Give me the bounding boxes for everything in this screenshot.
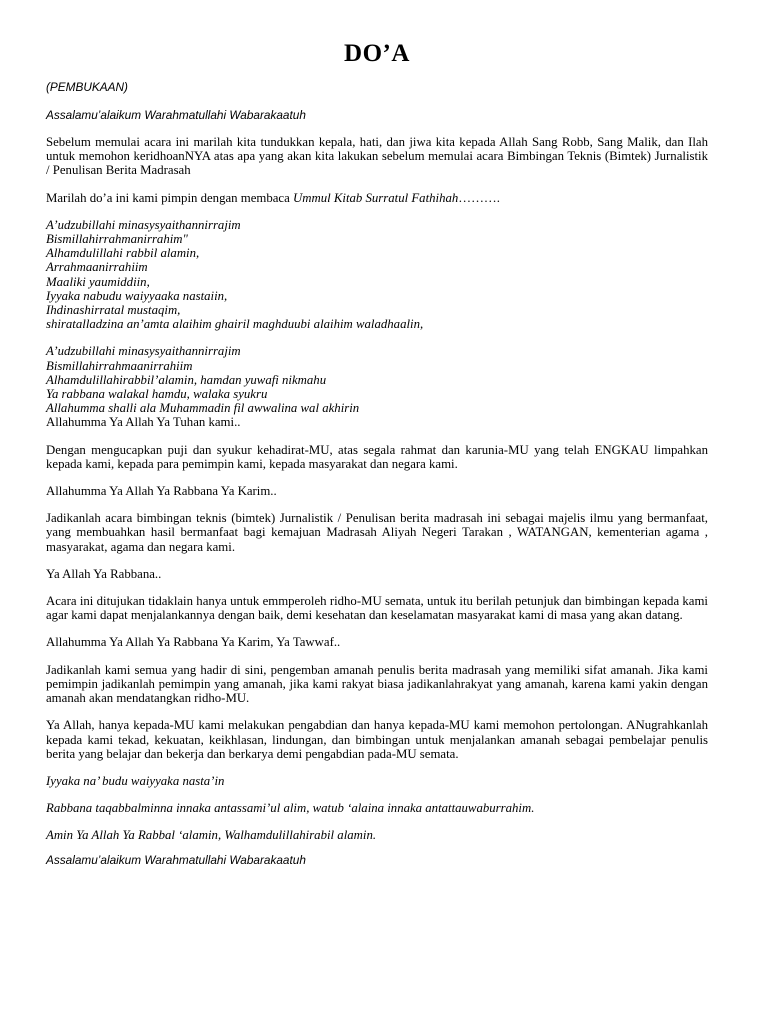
intro-paragraph: Sebelum memulai acara ini marilah kita tundukkan kepala, hati, dan jiwa kita kepada Allah Sang Robb, Sang Malik, dan Ilah untuk memohon keridhoanNYA atas apa yang akan kita lakukan sebelum memulai acara Bimbingan Teknis (Bimtek) Jurnalistik / Penulisan Berita Madrasah	[46, 135, 708, 178]
prayer-line: Allahumma shalli ala Muhammadin fil awwalina wal akhirin	[46, 401, 360, 416]
paragraph-invocation-1: Allahumma Ya Allah Ya Rabbana Ya Karim..	[46, 484, 277, 499]
opening-prayer-block	[46, 344, 708, 429]
paragraph-amanah: Jadikanlah kami semua yang hadir di sini, pengemban amanah penulis berita madrasah yang memiliki sifat amanah. Jika kami pemimpin jadikanlah pemimpin yang amanah, jika kami rakyat biasa jadikanlahrakyat yang amanah, karena kami yakin dengan amanah akan mendatangkan ridho-MU.	[46, 662, 708, 706]
fatihah-line: Ihdinashirratal mustaqim,	[46, 303, 181, 318]
opening-label: (PEMBUKAAN)	[46, 80, 128, 94]
fatihah-line: Maaliki yaumiddiin,	[46, 274, 150, 289]
prayer-line: A’udzubillahi minasysyaithannirrajim	[46, 344, 241, 359]
prayer-line: Ya rabbana walakal hamdu, walaka syukru	[46, 387, 268, 402]
prayer-line: Bismillahirrahmaanirrahiim	[46, 358, 193, 373]
invite-paragraph	[46, 191, 708, 205]
invite-prefix: Marilah do’a ini kami pimpin dengan membaca	[46, 190, 293, 205]
fatihah-line: Iyyaka nabudu waiyyaaka nastaiin,	[46, 288, 228, 303]
fatihah-line: Alhamdulillahi rabbil alamin,	[46, 246, 200, 261]
salam-closing: Assalamu’alaikum Warahmatullahi Wabarakaatuh	[46, 852, 306, 867]
fatihah-line: Arrahmaanirrahiim	[46, 260, 148, 275]
paragraph-invocation-3: Allahumma Ya Allah Ya Rabbana Ya Karim, Ya Tawwaf..	[46, 635, 341, 650]
paragraph-event-purpose: Jadikanlah acara bimbingan teknis (bimtek) Jurnalistik / Penulisan berita madrasah ini sebagai majelis ilmu yang bermanfaat, yang membuahkan hasil bermanfaat bagi kemajuan Madrasah Aliyah Negeri Tarakan , WATANGAN, kementerian agama , masyarakat, agama dan negara kami.	[46, 511, 708, 554]
prayer-line: Allahumma Ya Allah Ya Tuhan kami..	[46, 415, 241, 430]
fatihah-line: A’udzubillahi minasysyaithannirrajim	[46, 217, 241, 232]
prayer-line: Alhamdulillahirabbil’alamin, hamdan yuwafi nikmahu	[46, 372, 327, 387]
paragraph-devotion: Ya Allah, hanya kepada-MU kami melakukan pengabdian dan hanya kepada-MU kami memohon pertolongan. ANugrahkanlah kepada kami tekad, kekuatan, keikhlasan, lindungan, dan bimbingan untuk menjalankan amanah sebagai pembelajar penulis berita yang belajar dan bekerja dan berkarya demi pengabdian pada-MU semata.	[46, 718, 708, 761]
paragraph-invocation-2: Ya Allah Ya Rabbana..	[46, 566, 162, 581]
closing-line-3: Amin Ya Allah Ya Rabbal ‘alamin, Walhamdulillahirabil alamin.	[46, 828, 377, 843]
fatihah-line: Bismillahirrahmanirrahim"	[46, 232, 188, 247]
closing-line-1: Iyyaka na’ budu waiyyaka nasta’in	[46, 773, 225, 788]
fatihah-line: shiratalladzina an’amta alaihim ghairil maghduubi alaihim waladhaalin,	[46, 317, 424, 332]
document-title: DO’A	[344, 40, 410, 67]
paragraph-guidance: Acara ini ditujukan tidaklain hanya untuk emmperoleh ridho-MU semata, untuk itu berilah petunjuk dan bimbingan kepada kami agar kami dapat menjalankannya dengan baik, demi kesehatan dan keselamatan masyarakat kami di masa yang akan datang.	[46, 594, 708, 623]
invite-italic: Ummul Kitab Surratul Fathihah	[292, 190, 459, 205]
salam-opening: Assalamu’alaikum Warahmatullahi Wabarakaatuh	[46, 108, 306, 122]
paragraph-gratitude: Dengan mengucapkan puji dan syukur kehadirat-MU, atas segala rahmat dan karunia-MU yang telah ENGKAU limpahkan kepada kami, kepada para pemimpin kami, kepada masyarakat dan negara kami.	[46, 442, 708, 471]
invite-suffix: ……….	[458, 190, 500, 205]
closing-line-2: Rabbana taqabbalminna innaka antassami’ul alim, watub ‘alaina innaka antattauwaburrahim.	[46, 801, 535, 816]
document-page	[46, 0, 708, 867]
fatihah-block	[46, 218, 708, 332]
